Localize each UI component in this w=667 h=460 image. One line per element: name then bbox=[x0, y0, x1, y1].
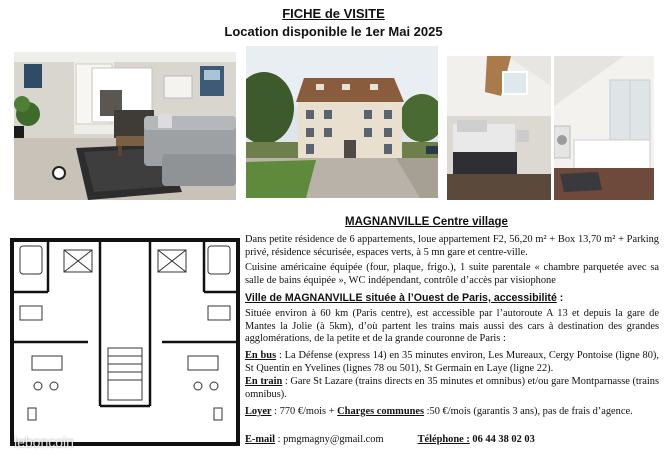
train-label: En train bbox=[245, 376, 283, 387]
train-text: : Gare St Lazare (trains directs en 35 minutes et omnibus) et/ou gare Montparnasse (trains omnibus). bbox=[245, 376, 659, 400]
phone-label: Téléphone : bbox=[417, 434, 470, 445]
location-title bbox=[245, 292, 563, 304]
bus-text: : La Défense (express 14) en 35 minutes environ, Les Mureaux, Cergy Pontoise (ligne 80), St Quentin en Yvelines (lignes 78 ou 501), St Germain en Laye (ligne 22). bbox=[245, 350, 659, 374]
bedroom-photo bbox=[447, 56, 551, 200]
rent-text: : 770 €/mois + bbox=[271, 406, 338, 417]
page-title: FICHE de VISITE bbox=[282, 6, 385, 21]
phone-text[interactable]: 06 44 38 02 03 bbox=[469, 434, 535, 445]
charges-text: :50 €/mois (garantis 3 ans), pas de frais d’agence. bbox=[424, 406, 633, 417]
rent-label: Loyer bbox=[245, 406, 272, 417]
bus-info bbox=[245, 350, 659, 375]
bathroom-photo bbox=[554, 56, 654, 200]
contact-info bbox=[245, 434, 535, 445]
location-text: Située environ à 60 km (Paris centre), est accessible par l’autoroute A 13 et depuis la gare de Mantes la Jolie (à 5km), d’où partent les trains mais aussi des cars à destination des grandes agglomérations, de la petite et de la grande couronne de Paris : bbox=[245, 308, 659, 345]
email-label: E-mail bbox=[245, 434, 276, 445]
page-subtitle: Location disponible le 1er Mai 2025 bbox=[224, 24, 443, 39]
train-info bbox=[245, 376, 659, 401]
location-title-text: Ville de MAGNANVILLE située à l’Ouest de Paris, accessibilité bbox=[245, 292, 557, 304]
living-room-photo bbox=[14, 52, 236, 200]
email-text[interactable]: : pmgmagny@gmail.com bbox=[275, 434, 384, 445]
floor-plan bbox=[8, 236, 244, 448]
description-1: Dans petite résidence de 6 appartements, loue appartement F2, 56,20 m² + Box 13,70 m² + Parking privé, résidence sécurisée, espaces verts, à 5 mn gare et centre-ville. bbox=[245, 234, 659, 258]
rent-info bbox=[245, 406, 659, 419]
listing-title: MAGNANVILLE Centre village bbox=[345, 216, 508, 228]
bus-label: En bus bbox=[245, 350, 277, 361]
description-2: Cuisine américaine équipée (four, plaque, frigo.), 1 suite parentale « chambre parquetée avec sa salle de bains équipée », WC indépendant, contrôle d’accès par visiophone bbox=[245, 262, 659, 286]
location-title-colon: : bbox=[556, 292, 564, 304]
charges-label: Charges communes bbox=[337, 406, 425, 417]
watermark-logo: leboncoin bbox=[14, 434, 74, 450]
building-exterior-photo bbox=[246, 46, 438, 198]
